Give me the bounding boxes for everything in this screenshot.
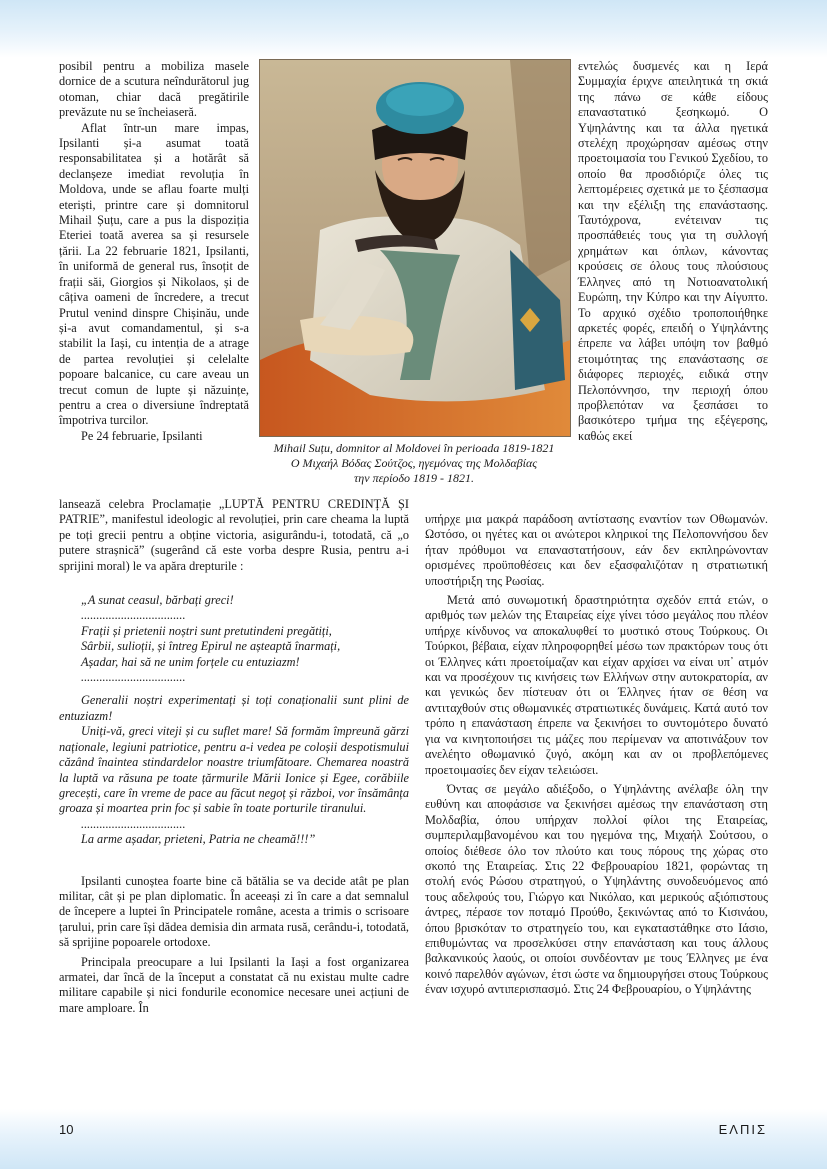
quote-line: Generalii noștri experimentați și toți conaționalii sunt plini de entuziazm! [59, 693, 409, 723]
paragraph: εντελώς δυσμενές και η Ιερά Συμμαχία έριχνε απειλητικά τη σκιά της πάνω σε κάθε είδους επαναστατικό ξεσηκωμό. Ο Υψηλάντης και τα άλλα ηγετικά στελέχη προχώρησαν αμέσως στην προετοιμασία του Γενικού Σχεδίου, το οποίο θα προσδιόριζε όλες τις λεπτομέρειες σχετικά με το ξέσπασμα και την εξέλιξη της επανάστασης. Ταυτόχρονα, ενέτειναν τις προσπάθειές τους για τη συλλογή χρημάτων και όπλων, κάνοντας κρούσεις σε όλους τους πλούσιους Έλληνες από τη Νοτιοανατολική Ευρώπη, την Κύπρο και την Αίγυπτο. Το αρχικό σχέδιο τροποποιήθηκε αρκετές φορές, επειδή ο Υψηλάντης έπρεπε να λάβει υπόψη τον βαθμό ετοιμότητας της επανάστασης σε διάφορες περιοχές, ειδικά στην Πελοπόννησο, την περιοχή όπου προβλεπόταν να ξεσπάσει το βασικότερο τμήμα της εξέγερσης, καθώς εκεί [578, 59, 768, 443]
quote-ellipsis: .................................. [81, 670, 186, 685]
caption-line-romanian: Mihail Suțu, domnitor al Moldovei în perioada 1819-1821 [273, 441, 555, 455]
paragraph: Μετά από συνωμοτική δραστηριότητα σχεδόν επτά ετών, ο αριθμός των μελών της Εταιρείας είχε γίνει τόσο μεγάλος που πλέον υπήρχε κίνδυνος να αποκαλυφθεί το μυστικό στους Τούρκους. Οι Τούρκοι, βέβαια, είχαν πληροφορηθεί μέσω των πρακτόρων τους ότι οι Έλληνες κάτι προετοίμαζαν και είχαν αρχίσει να είναι υπ᾽ ατμόν και να προσέχουν τις κινήσεις των Ελλήνων στην αυτοκρατορία, αν και γενικώς δεν πίστευαν ότι οι Έλληνες ήταν σε θέση να αντιταχθούν στις οθωμανικές στρατιωτικές δυνάμεις. Κατά αυτό τον τρόπο η επανάσταση έπρεπε να ξεκινήσει το συντομότερο δυνατό για να κινητοποιήσει τις μάζες που περίμεναν να αποτινάξουν τον ανελέητο οθωμανικό ζυγό, ακόμη και αν οι προβλεπόμενες προετοιμασίες δεν είχαν τελειώσει. [425, 593, 768, 777]
quote-line: Uniți-vă, greci viteji și cu suflet mare! Să formăm împreună gărzi naționale, legiuni patriotice, pentru a-i vedea pe coloșii despotismului căzând înaintea stindardelor noastre triumfătoare. Chemarea noastră la luptă va răsuna pe toate țărmurile Mării Ionice și Egee, corăbiile grecești, care în vreme de pace au făcut negoț și război, vor însămânța groaza și moartea prin foc și sabie în toate porturile tiranului. [59, 724, 409, 816]
page-number: 10 [59, 1122, 74, 1137]
caption-line-greek-2: την περίοδο 1819 - 1821. [354, 471, 474, 485]
portrait-caption [255, 441, 573, 486]
quote-line: Frații și prietenii noștri sunt pretutindeni pregătiți, [81, 623, 332, 638]
magazine-title: ΕΛΠΙΣ [718, 1122, 767, 1137]
quote-line: Sârbii, sulioții, și întreg Epirul ne așteaptă înarmați, [81, 639, 341, 654]
portrait-image-mihail-sutu [259, 59, 571, 437]
quote-ellipsis: .................................. [81, 608, 186, 623]
paragraph: Aflat într-un mare impas, Ipsilanti și-a asumat toată responsabilitatea și a hotărât să declanșeze imediat revoluția în Moldova, unde se aflau foarte mulți eteriști, printre care și domnitorul Mihail Șuțu, care a pus la dispoziția Eteriei toată averea sa și resursele țării. La 22 februarie 1821, Ipsilanti, în uniformă de general rus, însoțit de frații săi, Giorgios și Nikolaos, și de câțiva oameni de încredere, a trecut Prutul venind dinspre Chișinău, unde și-a avut comandamentul, și s-a stabilit la Iași, cu intenția de a atrage de partea revoluției și celelalte popoare balcanice, cu care aveau un trecut comun de lupte și năzuințe, pentru a crea o diversiune îndreptată împotriva turcilor. [59, 120, 249, 428]
paragraph: Pe 24 februarie, Ipsilanti [81, 428, 203, 443]
quote-line: La arme așadar, prieteni, Patria ne cheamă!!!” [81, 832, 316, 847]
quote-line: Așadar, hai să ne unim forțele cu entuziazm! [81, 654, 300, 669]
paragraph: Όντας σε μεγάλο αδιέξοδο, ο Υψηλάντης ανέλαβε όλη την ευθύνη και αποφάσισε να ξεκινήσει αμέσως την επανάσταση στη Μολδαβία, όπου υπήρχαν πολλοί φίλοι της Εταιρείας, συμπεριλαμβανομένου και του ηγεμόνα της, Μιχαήλ Σούτσου, ο οποίος διέθεσε όλο τον πλούτο και τους πόρους της χώρας στο σκοπό της Εταιρείας. Στις 22 Φεβρουαρίου 1821, φορώντας τη στολή ενός Ρώσου στρατηγού, ο Υψηλάντης συνοδευόμενος από τους αδελφούς του, Γιώργο και Νικόλαο, και μερικούς αξιόπιστους άντρες, πέρασε τον ποταμό Προύθο, ξεκινώντας από το Κισινάου, όπου βρισκόταν το στρατηγείο του, και εγκαταστάθηκε στο Ιάσιο, επιθυμώντας να προσελκύσει στην επανάσταση και τους άλλους βαλκανικούς λαούς, οι οποίοι συνδέονταν με τους Έλληνες με ένα κοινό παρελθόν αγώνων, έτσι ώστε να δημιουργήσει στους Τούρκους έναν ισχυρό αντιπερισπασμό. Στις 24 Φεβρουαρίου, ο Υψηλάντης [425, 781, 768, 997]
proclamation-quote [59, 593, 409, 848]
quote-line: „A sunat ceasul, bărbați greci! [81, 593, 234, 608]
portrait-painting [260, 60, 570, 436]
quote-ellipsis: .................................. [81, 816, 186, 831]
greek-column-top [578, 59, 768, 444]
paragraph: posibil pentru a mobiliza masele dornice de a scutura neîndurătorul jug otoman, chiar dacă pregătirile prevăzute nu se încheiaseră. [59, 59, 249, 120]
proclamation-intro: lansează celebra Proclamație „LUPTĂ PENTRU CREDINȚĂ ȘI PATRIE”, manifestul ideologic al revoluției, prin care cheama la luptă pe toți grecii pentru a obține victoria, asigurându-i, totodată, că „o putere strașnică” (sugerând că este vorba despre Rusia, pentru a-i sprijini moral) le va apăra drepturile : [59, 497, 409, 573]
greek-column-bottom [425, 512, 768, 998]
paragraph: Ipsilanti cunoștea foarte bine că bătălia se va decide atât pe plan militar, cât și pe plan diplomatic. În aceeași zi în care a dat semnalul de începere a luptei în Principatele române, acesta a trimis o scrisoare țarului, prin care își dădea demisia din armata rusă, cerându-i, totodată, să sprijine popoarele ortodoxe. [59, 873, 409, 950]
romanian-column-top [59, 59, 249, 444]
paragraph: Principala preocupare a lui Ipsilanti la Iași a fost organizarea armatei, dar încă de la început a constatat că nu existau multe cadre militare capabile și nici fondurile economice necesare unei acțiuni de mare amploare. În [59, 954, 409, 1015]
caption-line-greek-1: Ο Μιχαήλ Βόδας Σούτζος, ηγεμόνας της Μολδαβίας [290, 456, 538, 470]
romanian-column-bottom [59, 497, 409, 1016]
bottom-footer-band [0, 1109, 827, 1169]
paragraph: υπήρχε μια μακρά παράδοση αντίστασης εναντίον των Οθωμανών. Ωστόσο, οι ηγέτες και οι ανώτεροι κληρικοί της Πελοποννήσου δεν ήταν πρόθυμοι να επαναστατήσουν, εάν δεν εκπληρώνονταν ορισμένες προϋποθέσεις και δεν εξασφαλιζόταν η στρατιωτική υποστήριξη της Ρωσίας. [425, 512, 768, 588]
top-header-band [0, 0, 827, 58]
